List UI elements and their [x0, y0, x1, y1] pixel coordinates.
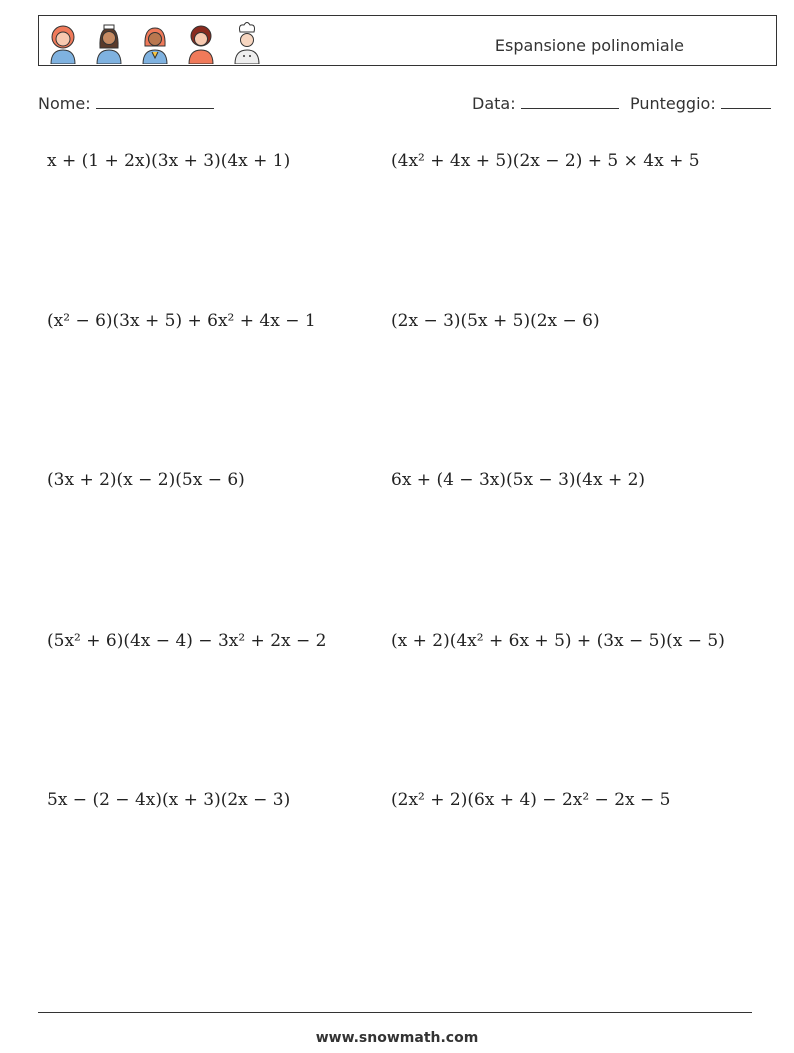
date-blank[interactable] [521, 92, 619, 109]
score-blank[interactable] [721, 92, 771, 109]
score-field [630, 92, 771, 113]
problem-2: (4x² + 4x + 5)(2x − 2) + 5 × 4x + 5 [391, 151, 700, 171]
nurse-avatar-icon [91, 18, 127, 64]
problem-5: (3x + 2)(x − 2)(5x − 6) [47, 470, 245, 490]
date-label: Data: [472, 94, 516, 113]
problem-6: 6x + (4 − 3x)(5x − 3)(4x + 2) [391, 470, 646, 490]
name-field [38, 92, 214, 113]
worksheet-header [38, 15, 777, 66]
problem-9: 5x − (2 − 4x)(x + 3)(2x − 3) [47, 790, 291, 810]
name-blank[interactable] [96, 92, 214, 109]
name-label: Nome: [38, 94, 91, 113]
woman-avatar-icon [45, 18, 81, 64]
problem-10: (2x² + 2)(6x + 4) − 2x² − 2x − 5 [391, 790, 671, 810]
problem-4: (2x − 3)(5x + 5)(2x − 6) [391, 311, 600, 331]
date-field [472, 92, 619, 113]
worksheet-title: Espansione polinomiale [494, 36, 684, 55]
score-label: Punteggio: [630, 94, 716, 113]
footer-url[interactable]: www.snowmath.com [315, 1030, 479, 1046]
pilot-avatar-icon [137, 18, 173, 64]
problem-8: (x + 2)(4x² + 6x + 5) + (3x − 5)(x − 5) [391, 631, 725, 651]
problem-3: (x² − 6)(3x + 5) + 6x² + 4x − 1 [47, 311, 316, 331]
avatar-row [45, 18, 265, 64]
footer-divider [38, 1012, 752, 1013]
person-avatar-icon [183, 18, 219, 64]
problem-7: (5x² + 6)(4x − 4) − 3x² + 2x − 2 [47, 631, 327, 651]
problem-1: x + (1 + 2x)(3x + 3)(4x + 1) [47, 151, 291, 171]
chef-avatar-icon [229, 18, 265, 64]
